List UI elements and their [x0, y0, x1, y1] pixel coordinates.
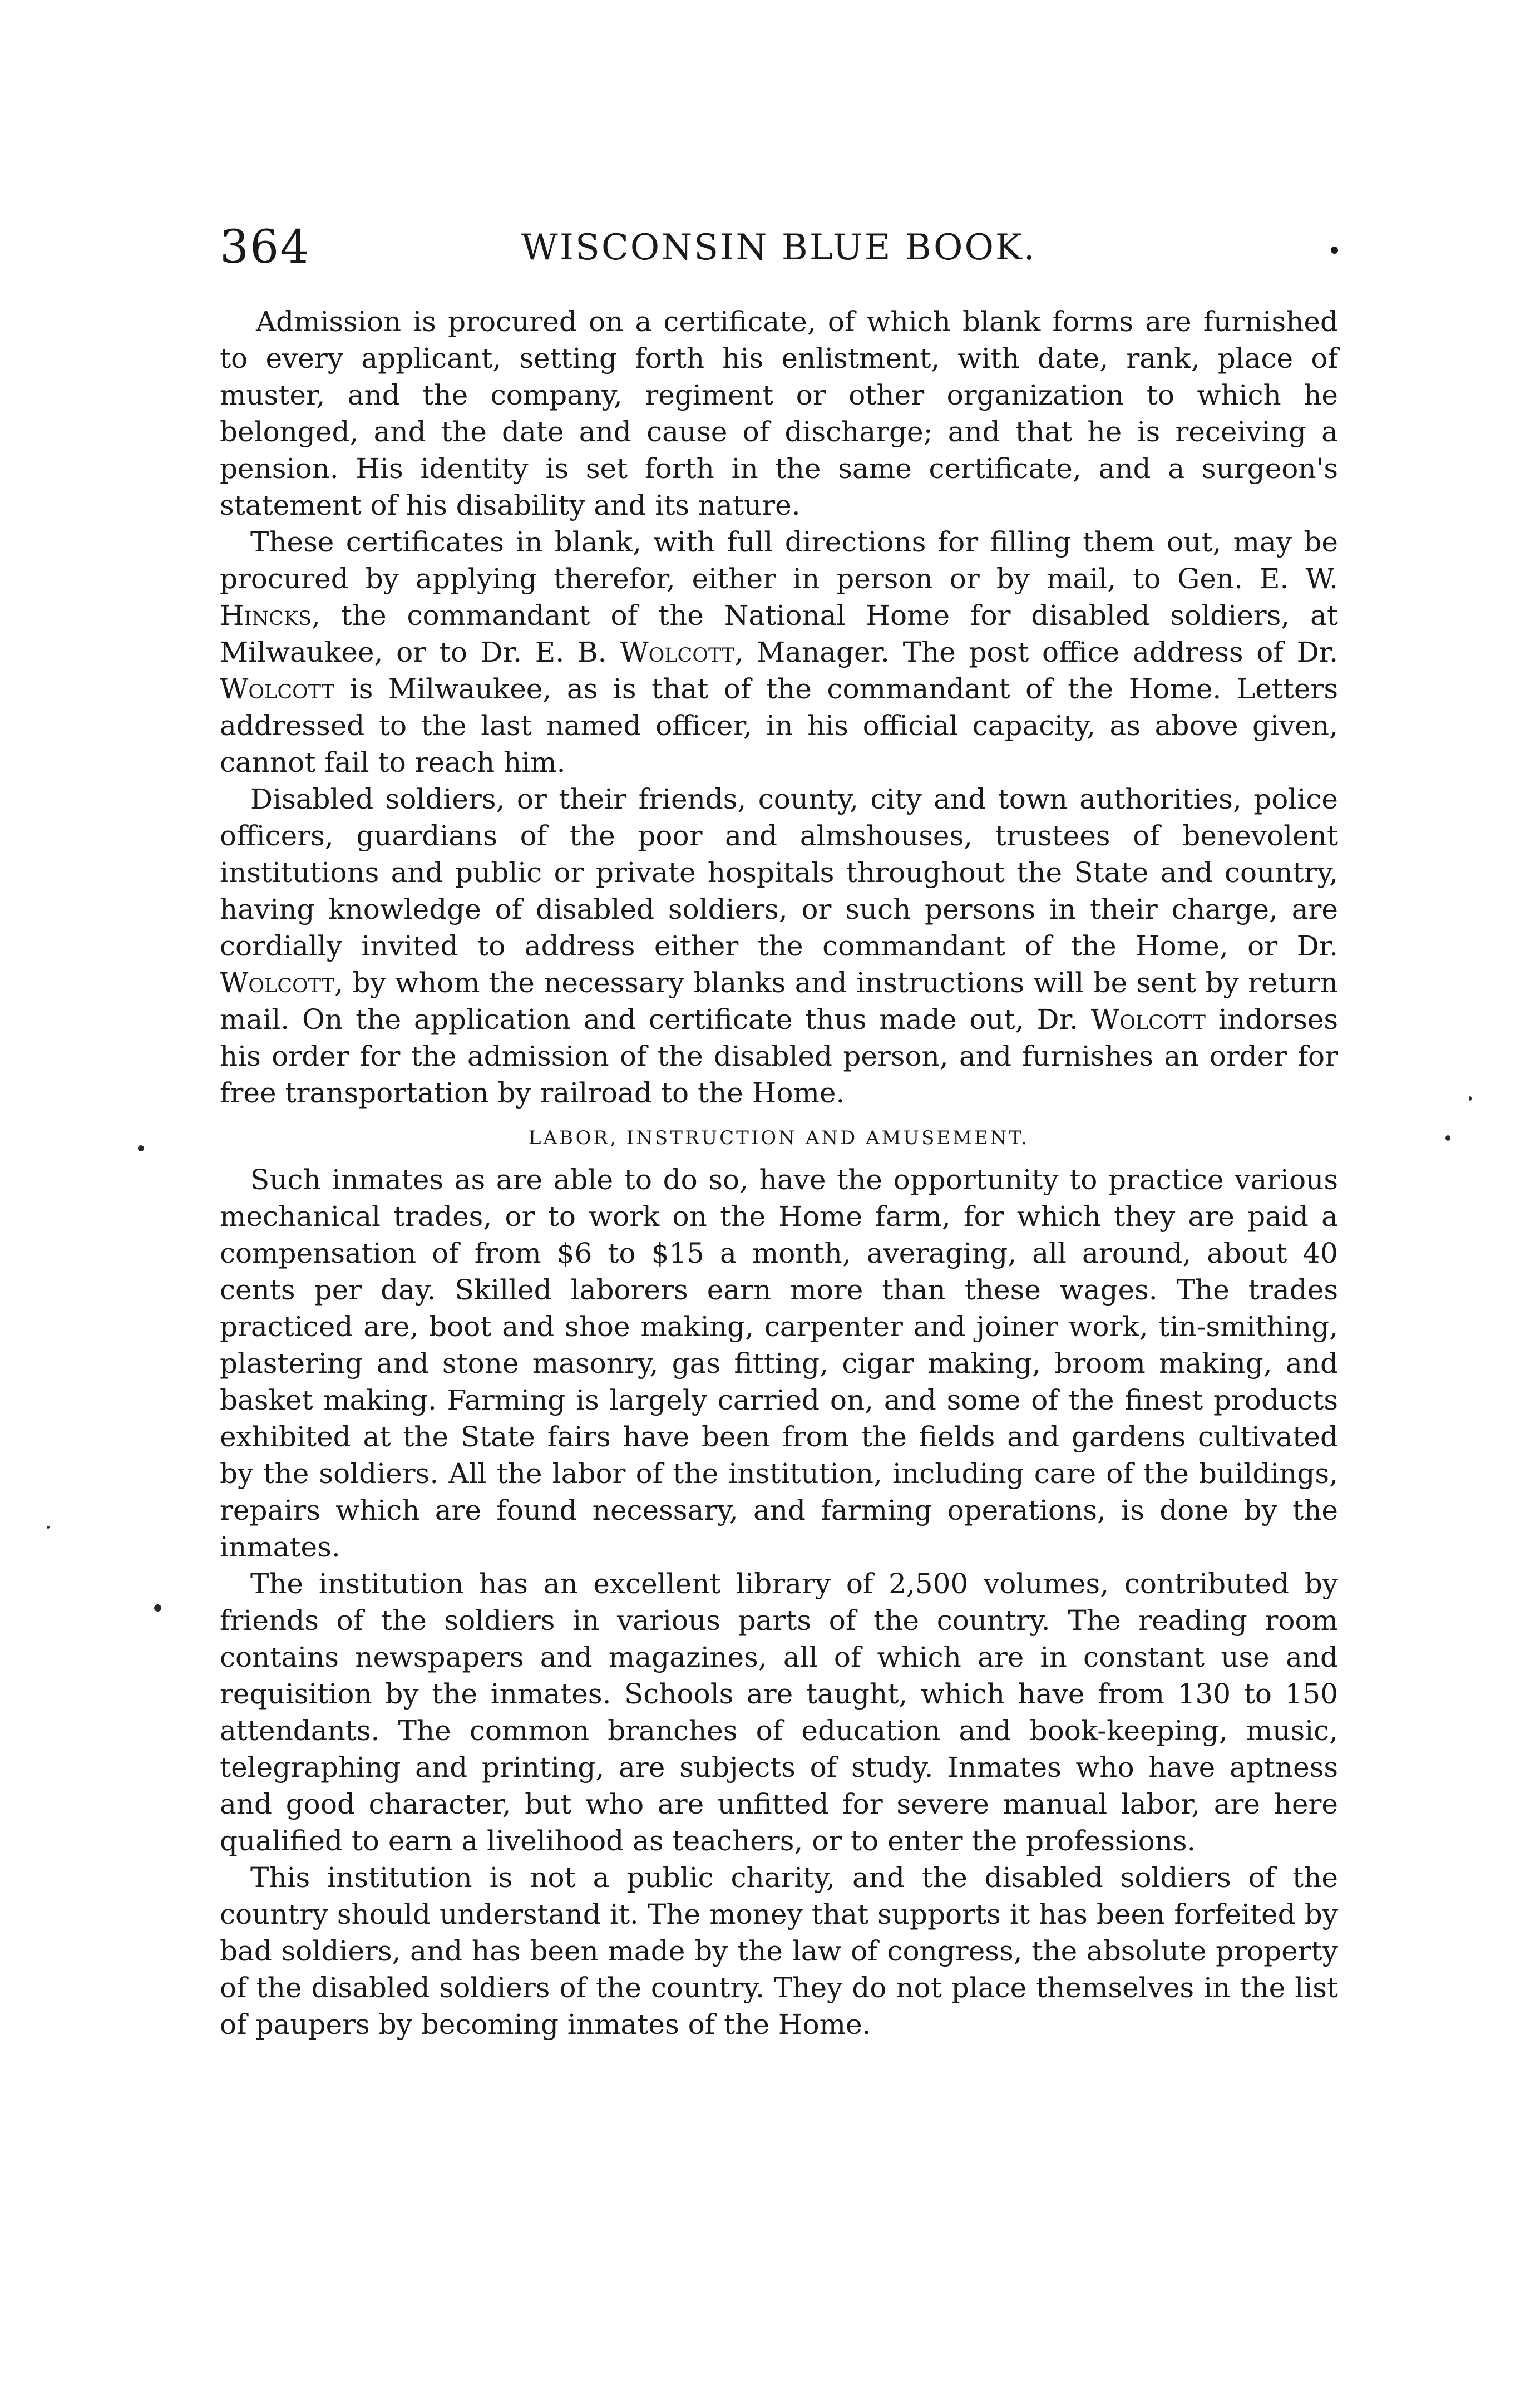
margin-speck — [1469, 1096, 1472, 1101]
margin-speck — [47, 1526, 50, 1529]
text-run: is Milwaukee, as is that of the commandant of the Home. Letters addressed to the last named officer, in his official capacity, as above given, cannot fail to reach him. — [220, 673, 1338, 779]
page-header — [220, 214, 1338, 281]
paragraph-admission — [220, 303, 1338, 524]
paragraph-text: This institution is not a public charity, and the disabled soldiers of the country should understand it. The money that supports it has been forfeited by bad soldiers, and has been made by the law of congress, the absolute property of the disabled soldiers of the country. They do not place themselves in the list of paupers by becoming inmates of the Home. — [220, 1861, 1338, 2041]
paragraph-library — [220, 1565, 1338, 1859]
text-run: Disabled soldiers, or their friends, county, city and town authorities, police officers, guardians of the poor and almshouses, trustees of benevolent institutions and public or private hospitals throughout the State and country, having knowledge of disabled soldiers, or such persons in their charge, are cordially invited to address either the commandant of the Home, or Dr. — [220, 783, 1338, 962]
text-run: , Manager. The post office address of Dr. — [734, 636, 1338, 668]
page-number: 364 — [220, 221, 310, 274]
section-heading: LABOR, INSTRUCTION AND AMUSEMENT. — [528, 1127, 1030, 1149]
paragraph-certificates — [220, 524, 1338, 781]
header-dot-mark — [1331, 247, 1338, 254]
paragraph-disabled-soldiers — [220, 781, 1338, 1111]
name-wolcott: Wolcott — [220, 673, 335, 705]
name-wolcott: Wolcott — [620, 636, 735, 668]
text-run: These certificates in blank, with full directions for filling them out, may be procured by applying therefor, either in person or by mail, to Gen. E. W. — [220, 526, 1338, 595]
margin-speck — [1445, 1135, 1450, 1141]
text-run: , the commandant of the National Home for disabled soldiers, at Milwaukee, or to Dr. E. B. — [220, 599, 1338, 668]
name-hincks: Hincks — [220, 599, 312, 632]
paragraph-text: The institution has an excellent library of 2,500 volumes, contributed by friends of the soldiers in various parts of the country. The reading room contains newspapers and magazines, all of which are in constant use and requisition by the inmates. Schools are taught, which have from 130 to 150 attendants. The common branches of education and book-keeping, music, telegraphing and printing, are subjects of study. Inmates who have aptness and good character, but who are unfitted for severe manual labor, are here qualified to earn a livelihood as teachers, or to enter the professions. — [220, 1568, 1338, 1857]
running-title: WISCONSIN BLUE BOOK. — [521, 227, 1037, 268]
text-run: , by whom the necessary blanks and instructions will be sent by return mail. On the application and certificate thus made out, Dr. — [220, 967, 1338, 1036]
name-wolcott: Wolcott — [220, 967, 335, 999]
paragraph-text: Such inmates as are able to do so, have the opportunity to practice various mechanical trades, or to work on the Home farm, for which they are paid a compensation of from $6 to $15 a month, averaging, all around, about 40 cents per day. Skilled laborers earn more than these wages. The trades practiced are, boot and shoe making, carpenter and joiner work, tin-smithing, plastering and stone masonry, gas fitting, cigar making, broom making, and basket making. Farming is largely carried on, and some of the finest products exhibited at the State fairs have been from the fields and gardens cultivated by the soldiers. All the labor of the institution, including care of the buildings, repairs which are found necessary, and farming operations, is done by the inmates. — [220, 1164, 1338, 1563]
paragraph-labor — [220, 1161, 1338, 1565]
margin-speck — [154, 1604, 161, 1612]
name-wolcott: Wolcott — [1090, 1003, 1206, 1036]
paragraph-text: Admission is procured on a certificate, of which blank forms are furnished to every applicant, setting forth his enlistment, with date, rank, place of muster, and the company, regiment or other organization to which he belonged, and the date and cause of discharge; and that he is receiving a pension. His identity is set forth in the same certificate, and a surgeon's statement of his disability and its nature. — [220, 306, 1338, 521]
text-run: indorses his order for the admission of the disabled person, and furnishes an order for free transportation by railroad to the Home. — [220, 1003, 1339, 1109]
margin-speck — [138, 1145, 144, 1151]
paragraph-charity — [220, 1859, 1338, 2043]
page-body — [220, 303, 1338, 2043]
